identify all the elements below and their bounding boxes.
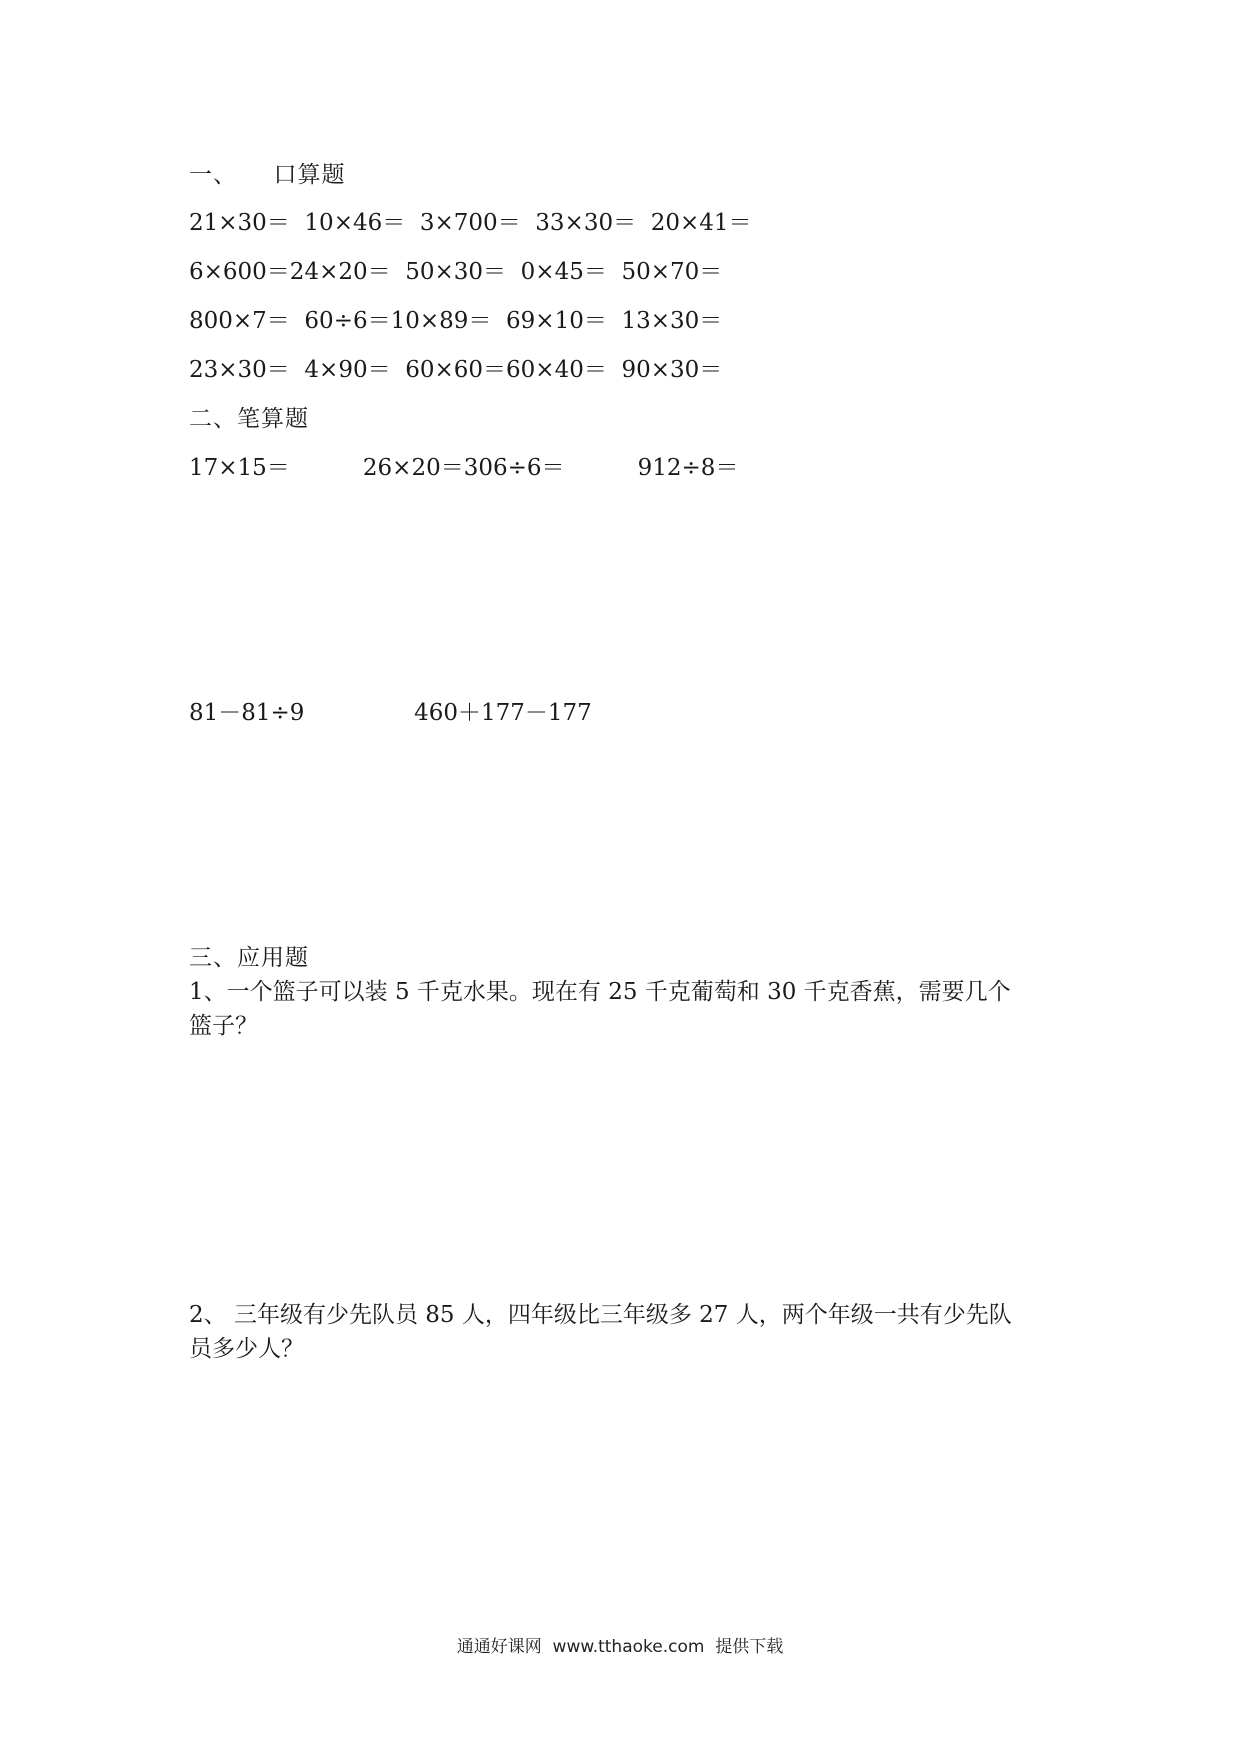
applied-question-1-line-1: 1、一个篮子可以装 5 千克水果。现在有 25 千克葡萄和 30 千克香蕉，需要几个 [189,979,1011,1005]
applied-question-2-line-1: 2、 三年级有少先队员 85 人，四年级比三年级多 27 人，两个年级一共有少先队 [189,1302,1012,1328]
footer-credit: 通通好课网 www.tthaoke.com 提供下载 [456,1637,784,1657]
oral-row-4: 23×30＝ 4×90＝ 60×60＝60×40＝ 90×30＝ [189,357,723,383]
written-row-2: 81－81÷9 460＋177－177 [189,700,592,726]
oral-row-3: 800×7＝ 60÷6＝10×89＝ 69×10＝ 13×30＝ [189,308,723,334]
applied-question-1-line-2: 篮子？ [189,1013,258,1039]
applied-question-2-line-2: 员多少人？ [189,1336,304,1362]
section-heading-oral: 一、 口算题 [189,162,346,188]
oral-row-1: 21×30＝ 10×46＝ 3×700＝ 33×30＝ 20×41＝ [189,210,752,236]
section-heading-written: 二、笔算题 [189,406,309,432]
oral-row-2: 6×600＝24×20＝ 50×30＝ 0×45＝ 50×70＝ [189,259,723,285]
section-heading-applied: 三、应用题 [189,945,309,971]
written-row-1: 17×15＝ 26×20＝306÷6＝ 912÷8＝ [189,455,739,481]
